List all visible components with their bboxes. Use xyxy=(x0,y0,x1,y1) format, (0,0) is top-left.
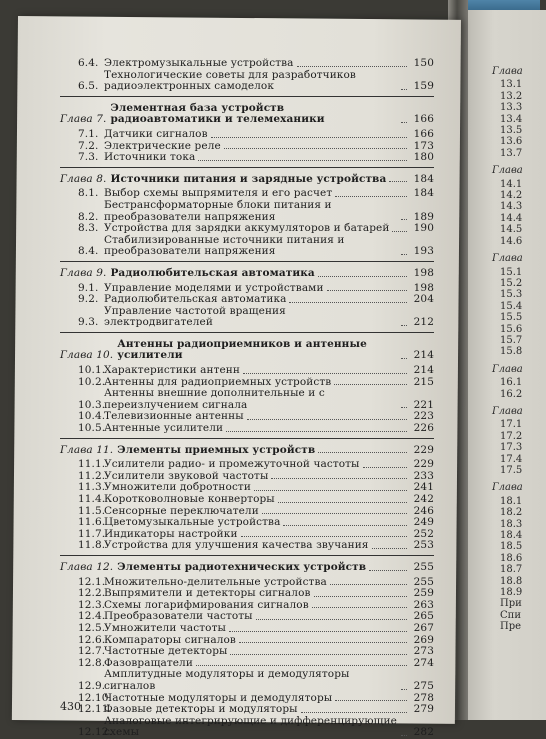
dot-leader xyxy=(283,525,407,526)
section-number: 12.4. xyxy=(78,610,106,623)
toc-item-row xyxy=(60,70,434,93)
entry-page-number: 215 xyxy=(413,375,434,388)
section-number: 10.5. xyxy=(78,422,106,435)
section-number: 9.2. xyxy=(78,293,99,306)
entry-title: Выбор схемы выпрямителя и его расчет xyxy=(104,187,333,200)
right-chapter-fragment: Глава xyxy=(492,363,523,375)
entry-title: Антенны для радиоприемных устройств xyxy=(104,375,332,388)
entry-page-number: 282 xyxy=(413,726,434,739)
entry-title: Характеристики антенн xyxy=(104,364,240,377)
entry-title: Датчики сигналов xyxy=(104,127,208,140)
section-number: 12.2. xyxy=(78,587,106,600)
section-number: 9.3. xyxy=(78,316,99,329)
entry-title: Управление частотой вращения электродвигателей xyxy=(104,304,286,329)
entry-page-number: 221 xyxy=(413,398,434,411)
entry-page-number: 214 xyxy=(413,349,434,362)
toc-item-row xyxy=(60,388,434,411)
dot-leader xyxy=(229,631,407,632)
right-section-fragment: 18.3 xyxy=(500,518,523,530)
right-section-fragment: 14.5 xyxy=(500,224,523,236)
entry-page-number: 193 xyxy=(413,245,434,258)
entry-page-number: 233 xyxy=(413,469,434,482)
entry-page-number: 255 xyxy=(413,575,434,588)
dot-leader xyxy=(211,137,407,138)
toc-item-row xyxy=(60,200,434,223)
section-number: 12.8. xyxy=(78,656,106,669)
right-section-fragment: 14.3 xyxy=(500,201,523,213)
right-section-fragment: 15.6 xyxy=(500,323,523,335)
section-number: 7.3. xyxy=(78,151,99,164)
entry-title: Антенны внешние дополнительные и с переизлучением сигнала xyxy=(104,387,325,411)
right-section-fragment: 14.6 xyxy=(500,235,523,247)
section-number: 12.6. xyxy=(78,633,106,646)
dot-leader xyxy=(401,358,407,359)
entry-page-number: 180 xyxy=(413,151,434,164)
entry-page-number: 252 xyxy=(413,527,434,540)
entry-page-number: 273 xyxy=(413,645,434,658)
chapter-number: Глава 8. xyxy=(60,172,107,185)
right-section-fragment: 18.8 xyxy=(500,575,523,587)
right-section-fragment: 16.2 xyxy=(500,388,523,400)
entry-page-number: 278 xyxy=(413,691,434,704)
toc-chapter-row xyxy=(60,174,434,186)
entry-title: Телевизионные антенны xyxy=(104,410,244,423)
section-number: 8.3. xyxy=(78,222,99,235)
section-number: 8.4. xyxy=(78,245,99,258)
right-chapter-fragment: Глава xyxy=(492,165,523,177)
entry-page-number: 263 xyxy=(413,598,434,611)
dot-leader xyxy=(241,536,407,537)
entry-title: Частотные модуляторы и демодуляторы xyxy=(104,691,333,704)
dot-leader xyxy=(401,325,407,326)
entry-page-number: 255 xyxy=(413,560,434,573)
section-number: 7.1. xyxy=(78,127,99,140)
section-number: 12.3. xyxy=(78,598,106,611)
right-section-fragment: 15.7 xyxy=(500,334,523,346)
dot-leader xyxy=(389,181,407,182)
chapter-divider xyxy=(60,167,434,168)
entry-title: Усилители звуковой частоты xyxy=(104,469,269,482)
chapter-number: Глава 12. xyxy=(60,560,114,573)
right-section-fragment: 13.6 xyxy=(500,136,523,148)
dot-leader xyxy=(297,66,407,67)
table-of-contents xyxy=(60,58,434,739)
toc-chapter-row xyxy=(60,103,434,126)
right-section-fragment: 13.3 xyxy=(500,102,523,114)
entry-page-number: 242 xyxy=(413,493,434,505)
entry-title: Преобразователи частоты xyxy=(104,610,253,623)
toc-item-row xyxy=(60,129,434,141)
dot-leader xyxy=(369,570,407,571)
entry-title: Множительно-делительные устройства xyxy=(104,575,327,588)
section-number: 8.2. xyxy=(78,210,99,223)
dot-leader xyxy=(335,700,407,701)
dot-leader xyxy=(372,548,407,549)
toc-item-row xyxy=(60,223,434,235)
entry-page-number: 166 xyxy=(413,113,434,126)
dot-leader xyxy=(256,619,407,620)
entry-title: Источники тока xyxy=(104,151,196,164)
entry-page-number: 173 xyxy=(413,139,434,152)
entry-page-number: 226 xyxy=(413,422,434,435)
entry-page-number: 198 xyxy=(413,281,434,294)
entry-title: Аналоговые интегрирующие и дифференцирующие схемы xyxy=(104,714,397,739)
right-section-fragment: При xyxy=(500,598,522,610)
section-number: 12.9. xyxy=(78,679,106,692)
right-section-fragment: 13.7 xyxy=(500,147,523,159)
section-number: 12.10. xyxy=(78,691,112,704)
right-section-fragment: 17.3 xyxy=(500,442,523,454)
toc-item-row xyxy=(60,365,434,377)
dot-leader xyxy=(401,407,407,408)
entry-title: Компараторы сигналов xyxy=(104,633,236,646)
entry-page-number: 190 xyxy=(413,222,434,235)
entry-page-number: 159 xyxy=(413,80,434,93)
right-section-fragment: 13.1 xyxy=(500,79,523,91)
right-section-fragment: 13.5 xyxy=(500,125,523,137)
entry-title: Элементы приемных устройств xyxy=(117,443,316,456)
toc-chapter-row xyxy=(60,445,434,457)
right-section-fragment: 18.1 xyxy=(500,495,523,507)
right-section-fragment: 15.1 xyxy=(500,266,523,278)
entry-title: Фазовые детекторы и модуляторы xyxy=(104,703,298,716)
entry-title: Антенные усилители xyxy=(104,422,224,435)
section-number: 8.1. xyxy=(78,187,99,200)
entry-title: Устройства для зарядки аккумуляторов и батарей xyxy=(104,222,390,235)
toc-chapter-row xyxy=(60,339,434,362)
dot-leader xyxy=(401,122,407,123)
entry-page-number: 241 xyxy=(413,481,434,494)
right-section-fragment: 18.4 xyxy=(500,530,523,542)
entry-title: Частотные детекторы xyxy=(104,645,228,658)
right-section-fragment: 18.2 xyxy=(500,507,523,519)
right-section-fragment: 15.5 xyxy=(500,312,523,324)
entry-title: Радиолюбительская автоматика xyxy=(104,293,287,306)
entry-title: Управление моделями и устройствами xyxy=(104,281,324,294)
section-number: 12.5. xyxy=(78,621,106,634)
section-number: 10.3. xyxy=(78,398,106,411)
right-section-fragment: 14.1 xyxy=(500,178,523,190)
dot-leader xyxy=(289,302,407,303)
toc-item-row xyxy=(60,540,434,552)
dot-leader xyxy=(334,384,407,385)
toc-item-row xyxy=(60,704,434,716)
right-section-fragment: 13.4 xyxy=(500,113,523,125)
chapter-number: Глава 7. xyxy=(60,113,107,126)
entry-title: Выпрямители и детекторы сигналов xyxy=(104,587,311,600)
entry-page-number: 229 xyxy=(413,443,434,456)
section-number: 10.4. xyxy=(78,410,106,423)
toc-item-row xyxy=(60,294,434,306)
right-section-fragment: 14.2 xyxy=(500,190,523,202)
section-number: 11.8. xyxy=(78,539,106,552)
dot-leader xyxy=(312,607,407,608)
right-section-fragment: 14.4 xyxy=(500,212,523,224)
toc-chapter-row xyxy=(60,268,434,280)
right-section-fragment: 17.5 xyxy=(500,465,523,476)
entry-page-number: 267 xyxy=(413,621,434,634)
entry-title: Радиолюбительская автоматика xyxy=(110,266,315,279)
toc-item-row xyxy=(60,152,434,164)
right-section-fragment: 17.1 xyxy=(500,419,523,431)
section-number: 11.2. xyxy=(78,469,106,482)
dot-leader xyxy=(392,231,407,232)
right-section-fragment: 18.6 xyxy=(500,552,523,564)
toc-item-row xyxy=(60,423,434,435)
toc-chapter-row xyxy=(60,562,434,574)
toc-item-row xyxy=(60,588,434,600)
entry-title: Амплитудные модуляторы и демодуляторы сигналов xyxy=(104,668,350,692)
entry-title: Умножители частоты xyxy=(104,621,226,634)
right-section-fragment: 16.1 xyxy=(500,377,523,389)
section-number: 11.6. xyxy=(78,516,106,529)
right-page-toc-fragment xyxy=(492,60,523,633)
entry-title: Элементная база устройств радиоавтоматики и телемеханики xyxy=(110,101,325,126)
right-section-fragment: 13.2 xyxy=(500,90,523,102)
toc-item-row xyxy=(60,623,434,635)
entry-page-number: 166 xyxy=(413,127,434,140)
entry-page-number: 198 xyxy=(413,266,434,279)
chapter-divider xyxy=(60,555,434,556)
toc-item-row xyxy=(60,235,434,258)
dot-leader xyxy=(318,452,407,453)
dot-leader xyxy=(318,276,407,277)
right-section-fragment: 18.9 xyxy=(500,587,523,599)
dot-leader xyxy=(247,419,407,420)
right-section-fragment: 18.7 xyxy=(500,564,523,576)
dot-leader xyxy=(198,160,407,161)
dot-leader xyxy=(243,373,407,374)
dot-leader xyxy=(239,642,407,643)
section-number: 6.5. xyxy=(78,80,99,93)
section-number: 11.7. xyxy=(78,527,106,540)
dot-leader xyxy=(196,665,407,666)
right-chapter-fragment: Глава xyxy=(492,253,523,265)
entry-page-number: 223 xyxy=(413,410,434,423)
dot-leader xyxy=(330,584,407,585)
toc-item-row xyxy=(60,58,434,70)
section-number: 11.3. xyxy=(78,481,106,494)
dot-leader xyxy=(226,431,407,432)
section-number: 11.5. xyxy=(78,504,106,517)
section-number: 11.4. xyxy=(78,493,106,505)
chapter-divider xyxy=(60,332,434,333)
dot-leader xyxy=(254,490,407,491)
dot-leader xyxy=(401,689,407,690)
entry-title: Источники питания и зарядные устройства xyxy=(110,172,387,185)
entry-title: Электромузыкальные устройства xyxy=(104,57,294,69)
section-number: 10.1. xyxy=(78,364,106,377)
right-section-fragment: 15.4 xyxy=(500,300,523,312)
dot-leader xyxy=(262,513,407,514)
entry-title: Индикаторы настройки xyxy=(104,527,238,540)
section-number: 6.4. xyxy=(78,57,99,69)
dot-leader xyxy=(401,89,407,90)
dot-leader xyxy=(314,596,408,597)
entry-page-number: 249 xyxy=(413,516,434,529)
entry-page-number: 184 xyxy=(413,172,434,185)
entry-title: Сенсорные переключатели xyxy=(104,504,259,517)
dot-leader xyxy=(230,654,407,655)
chapter-number: Глава 11. xyxy=(60,443,114,456)
entry-page-number: 269 xyxy=(413,633,434,646)
dot-leader xyxy=(271,478,407,479)
entry-page-number: 274 xyxy=(413,656,434,669)
toc-item-row xyxy=(60,669,434,692)
section-number: 10.2. xyxy=(78,375,106,388)
entry-title: Элементы радиотехнических устройств xyxy=(117,560,367,573)
entry-title: Схемы логарифмирования сигналов xyxy=(104,598,309,611)
toc-item-row xyxy=(60,646,434,658)
entry-title: Стабилизированные источники питания и преобразователи напряжения xyxy=(104,233,345,258)
entry-page-number: 279 xyxy=(413,703,434,716)
section-number: 9.1. xyxy=(78,281,99,294)
section-number: 12.1. xyxy=(78,575,106,588)
page-number: 430 xyxy=(60,700,81,713)
entry-page-number: 259 xyxy=(413,587,434,600)
entry-title: Бестрансформаторные блоки питания и преобразователи напряжения xyxy=(104,198,332,223)
entry-title: Фазовращатели xyxy=(104,656,193,669)
right-section-fragment: 15.2 xyxy=(500,277,523,289)
entry-title: Технологические советы для разработчиков радиоэлектронных самоделок xyxy=(104,68,356,93)
section-number: 11.1. xyxy=(78,458,106,471)
right-chapter-fragment: Глава xyxy=(492,66,523,77)
dot-leader xyxy=(301,712,407,713)
toc-item-row xyxy=(60,716,434,739)
entry-title: Коротковолновые конверторы xyxy=(104,493,275,505)
dot-leader xyxy=(335,196,407,197)
entry-title: Усилители радио- и промежуточной частоты xyxy=(104,458,360,471)
right-section-fragment: 18.5 xyxy=(500,541,523,553)
dot-leader xyxy=(327,290,407,291)
entry-title: Антенны радиоприемников и антенные усилители xyxy=(117,337,367,362)
entry-page-number: 204 xyxy=(413,293,434,306)
section-number: 12.7. xyxy=(78,645,106,658)
section-number: 12.12. xyxy=(78,726,112,739)
right-chapter-fragment: Глава xyxy=(492,482,523,494)
entry-title: Умножители добротности xyxy=(104,481,251,494)
dot-leader xyxy=(224,148,407,149)
entry-page-number: 184 xyxy=(413,187,434,200)
entry-page-number: 229 xyxy=(413,458,434,471)
right-section-fragment: 15.8 xyxy=(500,346,523,358)
entry-page-number: 246 xyxy=(413,504,434,517)
entry-title: Устройства для улучшения качества звучания xyxy=(104,539,369,552)
dot-leader xyxy=(401,735,407,736)
dot-leader xyxy=(363,467,407,468)
chapter-number: Глава 9. xyxy=(60,266,107,279)
toc-item-row xyxy=(60,306,434,329)
entry-title: Цветомузыкальные устройства xyxy=(104,516,281,529)
chapter-number: Глава 10. xyxy=(60,349,114,362)
chapter-divider xyxy=(60,96,434,97)
toc-item-row xyxy=(60,494,434,506)
section-number: 7.2. xyxy=(78,139,99,152)
entry-page-number: 253 xyxy=(413,539,434,552)
entry-page-number: 265 xyxy=(413,610,434,623)
dot-leader xyxy=(401,254,407,255)
chapter-divider xyxy=(60,261,434,262)
dot-leader xyxy=(401,219,407,220)
dot-leader xyxy=(278,502,407,503)
entry-page-number: 275 xyxy=(413,679,434,692)
chapter-divider xyxy=(60,438,434,439)
right-section-fragment: Спи xyxy=(500,609,521,621)
entry-page-number: 214 xyxy=(413,364,434,377)
right-section-fragment: 17.4 xyxy=(500,453,523,465)
entry-page-number: 212 xyxy=(413,316,434,329)
entry-page-number: 150 xyxy=(413,57,434,69)
right-section-fragment: Пре xyxy=(500,621,522,633)
right-section-fragment: 17.2 xyxy=(500,430,523,442)
section-number: 12.11. xyxy=(78,703,112,716)
right-chapter-fragment: Глава xyxy=(492,405,523,417)
entry-title: Электрические реле xyxy=(104,139,221,152)
entry-page-number: 189 xyxy=(413,210,434,223)
right-section-fragment: 15.3 xyxy=(500,289,523,301)
